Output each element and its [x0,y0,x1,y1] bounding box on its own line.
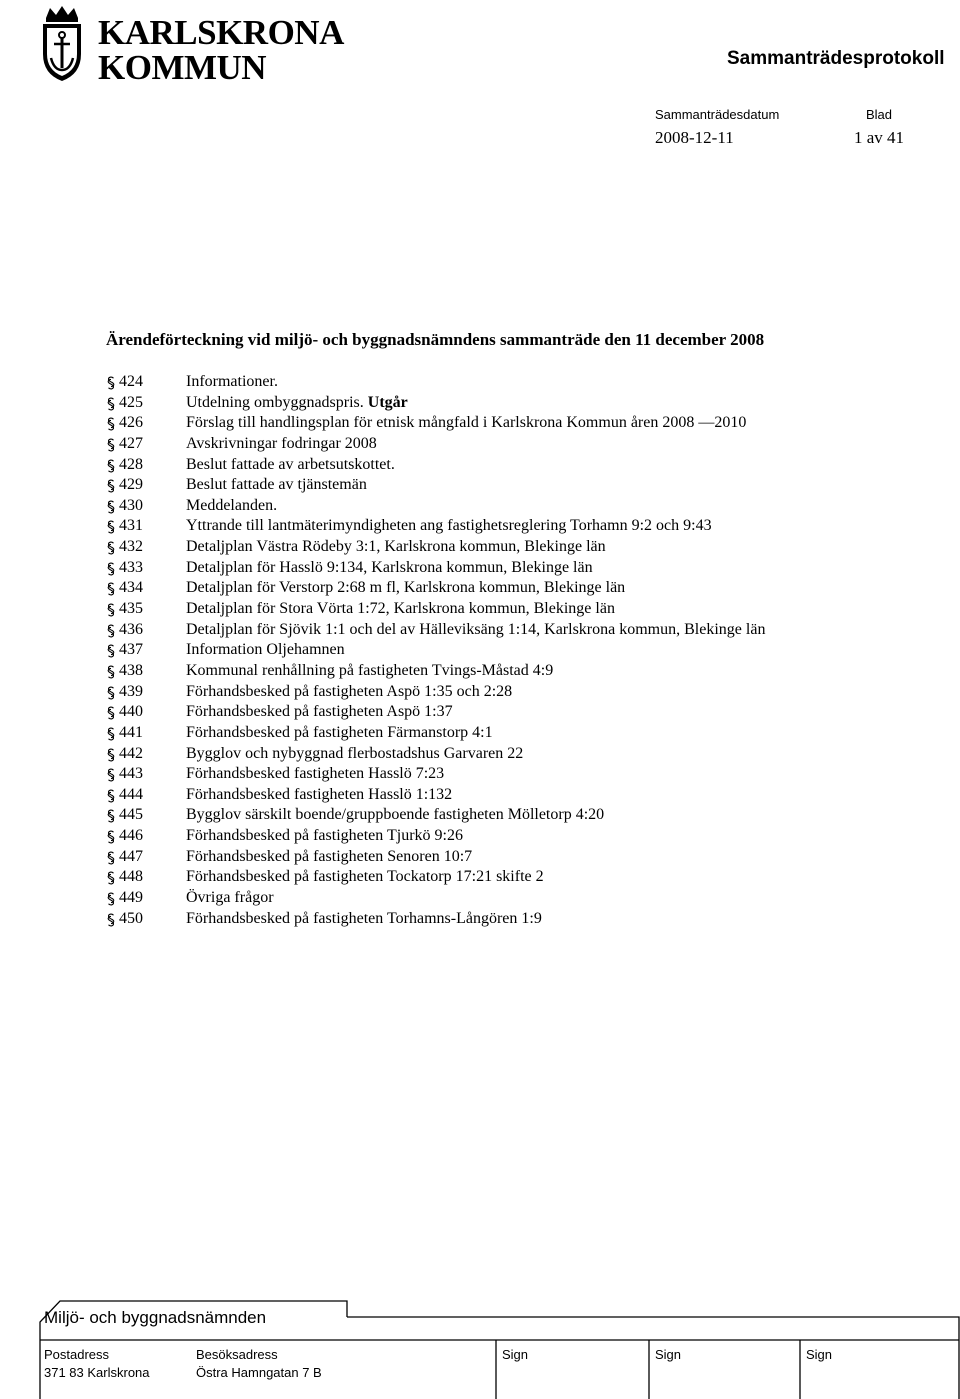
agenda-item-title-text: Detaljplan Västra Rödeby 3:1, Karlskrona kommun, Blekinge län [186,538,606,556]
agenda-item-title-text: Detaljplan för Hasslö 9:134, Karlskrona kommun, Blekinge län [186,558,593,576]
agenda-item-number: 449 [119,889,143,907]
agenda-item-title-text: Bygglov särskilt boende/gruppboende fastigheten Mölletorp 4:20 [186,806,605,824]
agenda-item-title-text: Förhandsbesked fastigheten Hasslö 1:132 [186,785,453,803]
visit-address-label: Besöksadress [196,1347,278,1362]
committee-name: Miljö- och byggnadsnämnden [44,1308,267,1327]
sign-field-3: Sign [806,1347,833,1362]
agenda-item-status-tag: Utgår [367,393,408,411]
agenda-item-number: 450 [119,909,143,927]
document-title: Sammanträdesprotokoll [727,48,945,69]
agenda-item-number: 424 [119,373,143,390]
agenda-item-title-text: Förslag till handlingsplan för etnisk mångfald i Karlskrona Kommun åren 2008 —2010 [186,414,747,432]
logo-text-line1: KARLSKRONA [98,13,344,52]
agenda-item-number: 432 [119,538,143,556]
agenda-heading: Ärendeförteckning vid miljö- och byggnadsnämndens sammanträde den 11 december 2008 [106,330,765,349]
agenda-item-number: 428 [119,455,143,473]
agenda-item-number: 429 [119,476,143,494]
agenda-item-number: 433 [119,558,143,576]
page-number: 1 av 41 [854,128,905,147]
page-label: Blad [866,107,893,122]
agenda-item-number: 438 [119,661,143,679]
agenda-item-title-text: Kommunal renhållning på fastigheten Tvings-Måstad 4:9 [186,661,554,679]
agenda-item-title-text: Avskrivningar fodringar 2008 [186,434,377,452]
agenda-item-title-text: Förhandsbesked på fastigheten Aspö 1:37 [186,703,453,721]
logo-text-line2: KOMMUN [98,48,267,87]
agenda-item-number: 442 [119,744,143,762]
agenda-item-title-text: Förhandsbesked på fastigheten Torhamns-Långören 1:9 [186,909,542,927]
sign-field-1: Sign [502,1347,529,1362]
agenda-item-number: 448 [119,868,143,886]
agenda-item-title-text: Förhandsbesked på fastigheten Senoren 10:7 [186,847,473,865]
postal-address-label: Postadress [44,1347,110,1362]
agenda-item-number: 436 [119,620,143,638]
agenda-item-number: 425 [119,393,143,411]
agenda-item-number: 445 [119,806,143,824]
agenda-item-title-text: Detaljplan för Sjövik 1:1 och del av Hälleviksäng 1:14, Karlskrona kommun, Blekinge län [186,620,766,638]
agenda-item-number: 447 [119,847,143,865]
agenda-item-number: 439 [119,682,143,700]
agenda-item-title-text: Övriga frågor [186,889,274,907]
agenda-item-title-text: Beslut fattade av tjänstemän [186,476,367,494]
agenda-item-title-text: Förhandsbesked på fastigheten Färmanstorp 4:1 [186,723,493,741]
agenda-item-number: 435 [119,600,143,618]
agenda-item-title-text: Förhandsbesked på fastigheten Tockatorp 17:21 skifte 2 [186,868,544,886]
sign-field-2: Sign [655,1347,682,1362]
agenda-item-title-text: Förhandsbesked på fastigheten Aspö 1:35 och 2:28 [186,682,513,700]
date-label: Sammanträdesdatum [655,107,780,122]
agenda-item-number: 446 [119,827,143,845]
agenda-item-number: 440 [119,703,143,721]
agenda-item-number: 443 [119,765,143,783]
agenda-item-title-text: Utdelning ombyggnadspris. [186,393,364,411]
meeting-date: 2008-12-11 [655,128,734,147]
agenda-item-number: 441 [119,723,143,741]
agenda-item-title-text: Detaljplan för Stora Vörta 1:72, Karlskrona kommun, Blekinge län [186,600,615,618]
agenda-item-number: 431 [119,517,143,535]
agenda-item-title-text: Information Oljehamnen [186,641,345,659]
agenda-item-title-text: Informationer. [186,373,278,390]
agenda-item-number: 437 [119,641,143,659]
visit-address-value: Östra Hamngatan 7 B [196,1365,322,1380]
agenda-item-title-text: Yttrande till lantmäterimyndigheten ang fastighetsreglering Torhamn 9:2 och 9:43 [186,517,712,535]
agenda-item-title-text: Förhandsbesked fastigheten Hasslö 7:23 [186,765,445,783]
agenda-item-title-text: Beslut fattade av arbetsutskottet. [186,455,395,473]
agenda-item-number: 426 [119,414,143,432]
agenda-item-title-text: Förhandsbesked på fastigheten Tjurkö 9:26 [186,827,463,845]
agenda-item-number: 434 [119,579,143,597]
postal-address-value: 371 83 Karlskrona [44,1365,150,1380]
agenda-item-title-text: Bygglov och nybyggnad flerbostadshus Garvaren 22 [186,744,524,762]
agenda-item-number: 444 [119,785,143,803]
agenda-item-title-text: Detaljplan för Verstorp 2:68 m fl, Karlskrona kommun, Blekinge län [186,579,626,597]
agenda-item-title-text: Meddelanden. [186,496,278,514]
agenda-item-number: 427 [119,434,143,452]
agenda-item-number: 430 [119,496,143,514]
